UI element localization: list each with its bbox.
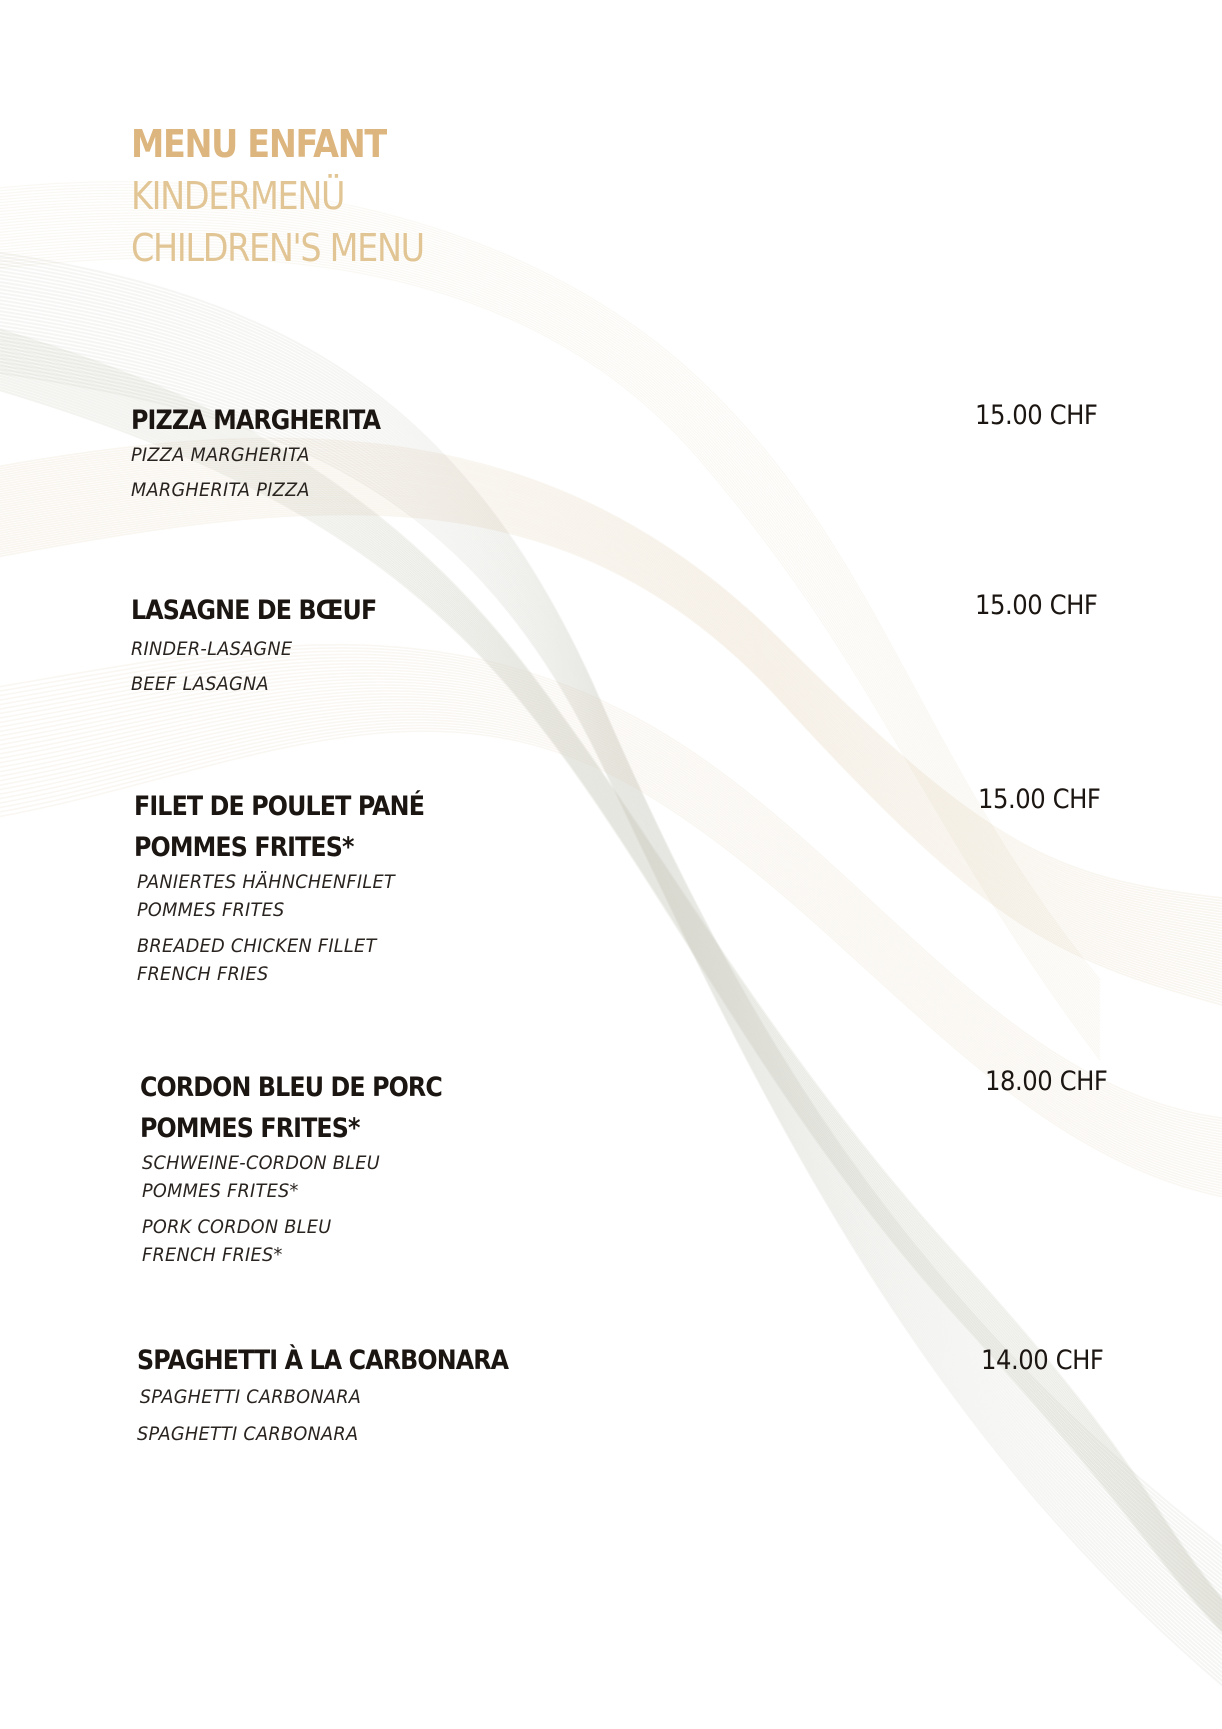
wave-line xyxy=(0,384,1222,1647)
dish-name: CORDON BLEU DE PORC xyxy=(140,1072,442,1103)
dish-name-german: SCHWEINE-CORDON BLEU xyxy=(142,1152,380,1174)
dish-name-german: SPAGHETTI CARBONARA xyxy=(139,1386,362,1408)
dish-name: FILET DE POULET PANÉ xyxy=(134,791,425,822)
menu-item-breaded-chicken xyxy=(134,786,1114,988)
menu-item-spaghetti-carbonara xyxy=(137,1340,1117,1448)
wave-line xyxy=(0,390,1222,1650)
dish-name-english: PORK CORDON BLEU xyxy=(142,1216,332,1238)
dish-name-german: PIZZA MARGHERITA xyxy=(131,444,310,466)
dish-name-german-line-2: POMMES FRITES* xyxy=(142,1180,299,1202)
dish-price: 15.00 CHF xyxy=(975,590,1098,621)
title-german: KINDERMENÜ xyxy=(131,174,345,218)
dish-name-german: RINDER-LASAGNE xyxy=(131,638,293,660)
dish-name-english: BREADED CHICKEN FILLET xyxy=(137,935,377,957)
dish-name-english-line-2: FRENCH FRIES xyxy=(137,963,269,985)
title-french: MENU ENFANT xyxy=(131,122,386,166)
dish-price: 15.00 CHF xyxy=(978,784,1101,815)
dish-name-english-line-2: FRENCH FRIES* xyxy=(142,1244,283,1266)
menu-item-pizza-margherita xyxy=(131,400,1111,504)
dish-name: SPAGHETTI À LA CARBONARA xyxy=(137,1345,509,1376)
dish-price: 18.00 CHF xyxy=(985,1066,1108,1097)
dish-name-english: BEEF LASAGNA xyxy=(131,673,269,695)
dish-price: 15.00 CHF xyxy=(975,400,1098,431)
dish-name-german: PANIERTES HÄHNCHENFILET xyxy=(137,871,396,893)
dish-name-german-line-2: POMMES FRITES xyxy=(137,899,285,921)
menu-item-pork-cordon-bleu xyxy=(140,1067,1120,1269)
dish-name-english: MARGHERITA PIZZA xyxy=(131,479,310,501)
dish-name: PIZZA MARGHERITA xyxy=(131,405,381,436)
menu-item-beef-lasagna xyxy=(131,590,1111,698)
menu-title xyxy=(131,118,464,274)
dish-name-line-2: POMMES FRITES* xyxy=(134,832,354,863)
dish-price: 14.00 CHF xyxy=(981,1345,1104,1376)
dish-name-line-2: POMMES FRITES* xyxy=(140,1113,360,1144)
title-english: CHILDREN'S MENU xyxy=(131,226,424,270)
dish-name-english: SPAGHETTI CARBONARA xyxy=(137,1423,359,1445)
dish-name: LASAGNE DE BŒUF xyxy=(131,595,377,626)
